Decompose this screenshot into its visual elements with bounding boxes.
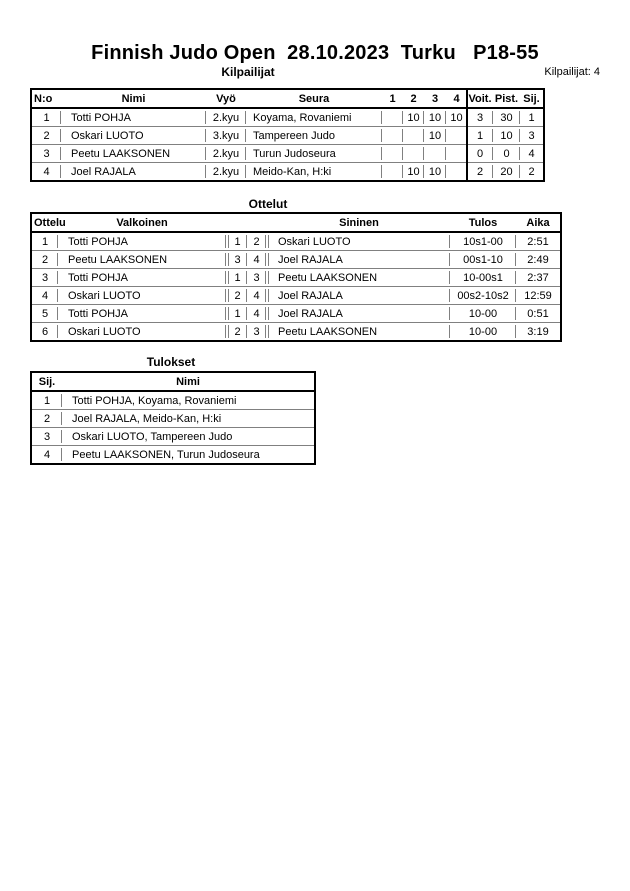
match-result: 00s1-10 [450, 251, 516, 268]
competitor-no: 4 [32, 163, 61, 180]
competitor-belt: 2.kyu [206, 145, 246, 162]
match-row [32, 286, 560, 304]
matches-table [30, 212, 562, 342]
result-place: 4 [32, 446, 62, 463]
competitor-place: 3 [528, 129, 535, 142]
competitor-no: 2 [32, 127, 61, 144]
match-no: 2 [32, 251, 58, 268]
competitors-count: Kilpailijat: 4 [544, 66, 600, 78]
competitor-name: Joel RAJALA [61, 163, 206, 180]
header-cell-white: Valkoinen [116, 216, 168, 229]
header-cell-name: Nimi [121, 92, 146, 105]
header-cell-result: Tulos [468, 216, 498, 229]
competitor-no: 3 [32, 145, 61, 162]
blue-number: 3 [247, 323, 266, 340]
match-time: 3:19 [527, 325, 549, 338]
competitor-belt: 2.kyu [206, 163, 246, 180]
match-time: 2:51 [527, 235, 549, 248]
result-row [32, 392, 314, 409]
competitor-row [32, 144, 543, 162]
competitor-score-3: 10 [424, 163, 446, 180]
white-name: Totti POHJA [58, 269, 226, 286]
header-cell-name: Nimi [176, 375, 200, 388]
result-name: Oskari LUOTO, Tampereen Judo [72, 430, 233, 443]
competitor-points: 0 [493, 145, 520, 162]
results-table [30, 371, 316, 465]
competitor-name: Oskari LUOTO [61, 127, 206, 144]
white-name: Oskari LUOTO [58, 287, 226, 304]
blue-number: 4 [247, 251, 266, 268]
competitor-place: 4 [528, 147, 535, 160]
competitor-score-1 [382, 109, 403, 126]
result-name: Joel RAJALA, Meido-Kan, H:ki [72, 412, 222, 425]
match-row [32, 268, 560, 286]
header-cell-place: Sij. [38, 375, 56, 388]
blue-number: 2 [247, 233, 266, 250]
header-cell-opp3: 3 [431, 92, 439, 105]
blue-number: 3 [247, 269, 266, 286]
result-row [32, 445, 314, 463]
competitor-wins: 2 [467, 163, 493, 180]
match-result: 00s2-10s2 [450, 287, 516, 304]
header-cell-wins: Voit. [468, 92, 492, 105]
header-cell-no: N:o [34, 92, 53, 105]
header-cell-opp4: 4 [453, 92, 460, 105]
match-result: 10-00 [450, 305, 516, 322]
match-time: 12:59 [524, 289, 552, 302]
header-cell-opp2: 2 [410, 92, 417, 105]
blue-name: Joel RAJALA [268, 251, 450, 268]
header-cell-blue: Sininen [339, 216, 379, 229]
header-cell-place: Sij. [523, 92, 540, 105]
competitor-club: Koyama, Rovaniemi [246, 109, 382, 126]
competitor-score-3: 10 [424, 127, 446, 144]
match-row [32, 233, 560, 250]
competitor-club: Turun Judoseura [246, 145, 382, 162]
page-title: Finnish Judo Open 28.10.2023 Turku P18-55 [91, 42, 539, 64]
white-number: 3 [228, 251, 247, 268]
matches-body [32, 233, 560, 340]
competitor-row [32, 109, 543, 126]
match-row [32, 250, 560, 268]
competitor-score-4 [446, 145, 467, 162]
competitor-points: 20 [493, 163, 520, 180]
results-body [32, 392, 314, 463]
white-name: Peetu LAAKSONEN [58, 251, 226, 268]
competitor-score-2: 10 [403, 163, 424, 180]
match-no: 6 [32, 323, 58, 340]
blue-name: Peetu LAAKSONEN [268, 269, 450, 286]
competitor-score-1 [382, 163, 403, 180]
competitor-score-3 [424, 145, 446, 162]
match-result: 10-00 [450, 323, 516, 340]
competitor-score-2 [403, 127, 424, 144]
white-number: 1 [228, 233, 247, 250]
match-time: 0:51 [527, 307, 549, 320]
header-cell-belt: Vyö [216, 92, 236, 105]
results-header-row [32, 373, 314, 392]
header-cell-club: Seura [298, 92, 330, 105]
result-name: Peetu LAAKSONEN, Turun Judoseura [72, 448, 260, 461]
competitor-row [32, 162, 543, 180]
match-result: 10-00s1 [450, 269, 516, 286]
competitor-name: Peetu LAAKSONEN [61, 145, 206, 162]
competitor-place: 1 [528, 111, 535, 124]
result-place: 1 [32, 392, 62, 409]
match-time: 2:49 [527, 253, 549, 266]
result-name: Totti POHJA, Koyama, Rovaniemi [72, 394, 237, 407]
competitor-points: 10 [493, 127, 520, 144]
competitors-heading: Kilpailijat [221, 65, 275, 79]
match-no: 1 [32, 233, 58, 250]
competitor-club: Meido-Kan, H:ki [246, 163, 382, 180]
competitor-place: 2 [528, 165, 535, 178]
competitor-row [32, 126, 543, 144]
white-number: 1 [228, 269, 247, 286]
competitor-score-2 [403, 145, 424, 162]
competitor-wins: 1 [467, 127, 493, 144]
white-number: 2 [228, 323, 247, 340]
competitor-no: 1 [32, 109, 61, 126]
header-cell-opp1: 1 [389, 92, 396, 105]
white-name: Totti POHJA [58, 233, 226, 250]
blue-number: 4 [247, 305, 266, 322]
competitor-score-2: 10 [403, 109, 424, 126]
header-cell-time: Aika [526, 216, 550, 229]
competitor-score-3: 10 [424, 109, 446, 126]
blue-name: Oskari LUOTO [268, 233, 450, 250]
results-heading: Tulokset [146, 355, 196, 369]
match-time: 2:37 [527, 271, 549, 284]
white-name: Totti POHJA [58, 305, 226, 322]
competitor-score-1 [382, 127, 403, 144]
match-result: 10s1-00 [450, 233, 516, 250]
competitor-wins: 0 [467, 145, 493, 162]
competitor-score-1 [382, 145, 403, 162]
match-row [32, 322, 560, 340]
white-name: Oskari LUOTO [58, 323, 226, 340]
competitors-body [32, 109, 543, 180]
competitor-points: 30 [493, 109, 520, 126]
match-row [32, 304, 560, 322]
matches-header-row [32, 214, 560, 233]
competitor-belt: 2.kyu [206, 109, 246, 126]
header-cell-points: Pist. [494, 92, 519, 105]
competitor-score-4 [446, 163, 467, 180]
competitor-wins: 3 [467, 109, 493, 126]
result-place: 3 [32, 428, 62, 445]
competitor-belt: 3.kyu [206, 127, 246, 144]
result-row [32, 409, 314, 427]
match-no: 3 [32, 269, 58, 286]
matches-heading: Ottelut [248, 197, 288, 211]
competitor-club: Tampereen Judo [246, 127, 382, 144]
result-place: 2 [32, 410, 62, 427]
result-row [32, 427, 314, 445]
match-no: 4 [32, 287, 58, 304]
white-number: 1 [228, 305, 247, 322]
competitors-table [30, 88, 545, 182]
blue-name: Joel RAJALA [268, 287, 450, 304]
competitor-score-4 [446, 127, 467, 144]
blue-number: 4 [247, 287, 266, 304]
match-no: 5 [32, 305, 58, 322]
blue-name: Joel RAJALA [268, 305, 450, 322]
blue-name: Peetu LAAKSONEN [268, 323, 450, 340]
header-cell-match-no: Ottelu [34, 216, 66, 229]
white-number: 2 [228, 287, 247, 304]
competitor-score-4: 10 [450, 111, 463, 124]
competitor-name: Totti POHJA [61, 109, 206, 126]
